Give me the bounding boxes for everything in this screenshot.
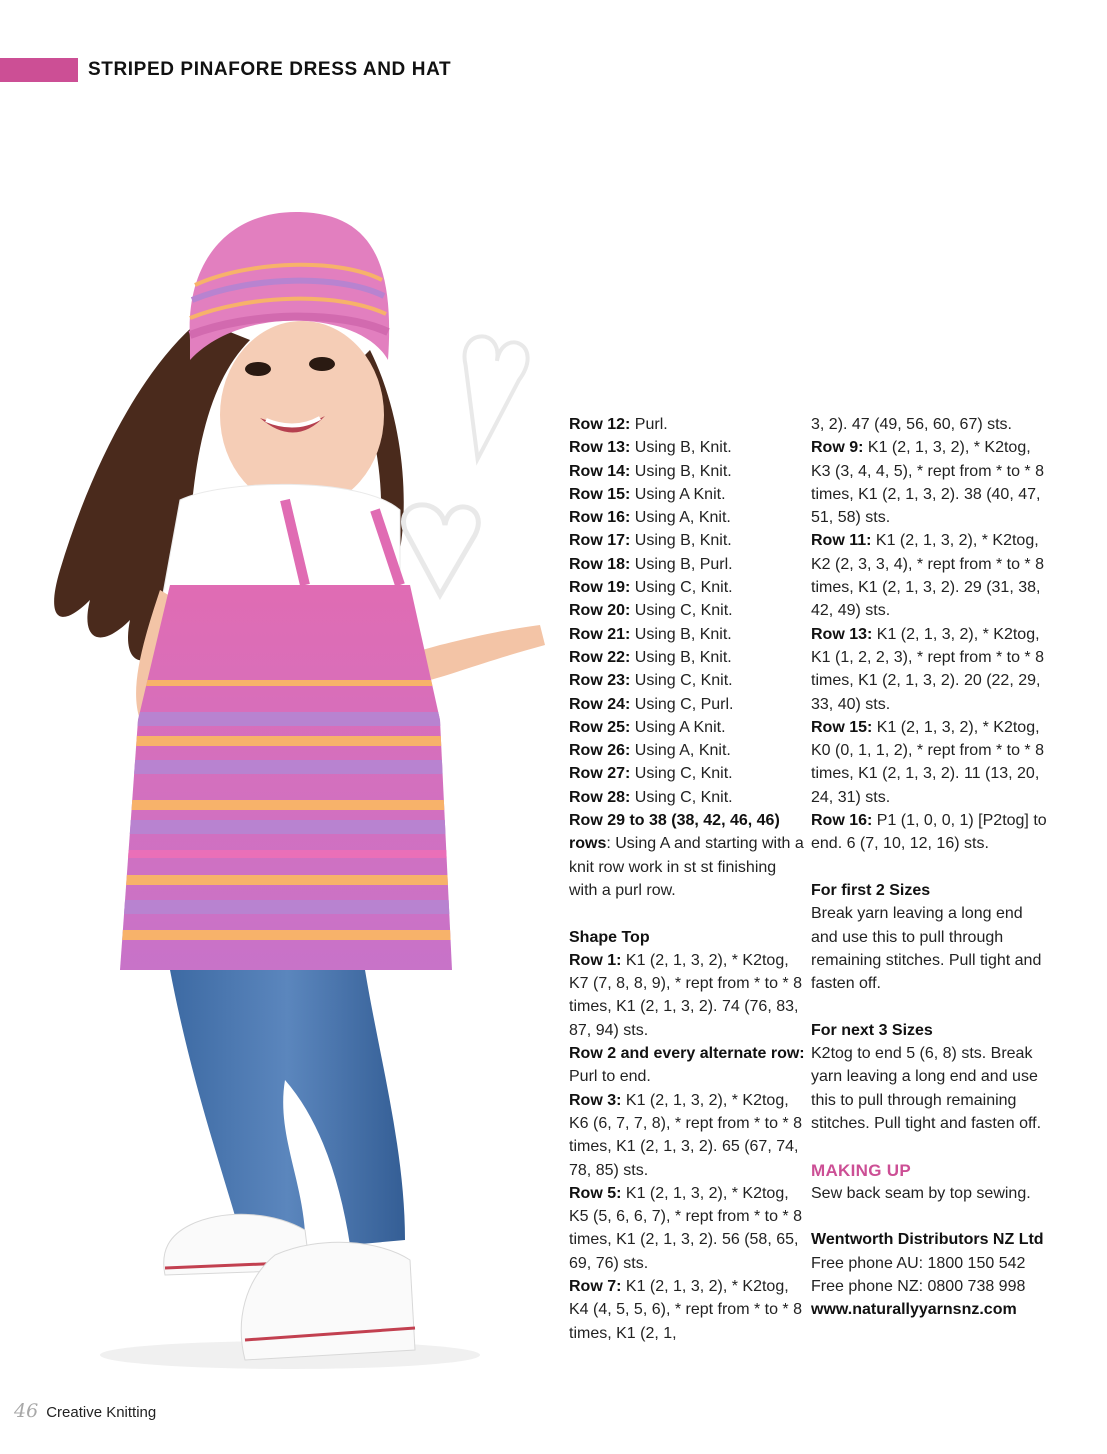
phone-au: Free phone AU: 1800 150 542 xyxy=(811,1254,1026,1272)
instruction-row: Row 27: Using C, Knit. xyxy=(569,765,733,783)
shape-top-heading: Shape Top xyxy=(569,928,650,946)
instruction-row: Row 7: K1 (2, 1, 3, 2), * K2tog, K4 (4, 5, 5, 6), * rept from * to * 8 times, K1 (2, 1, xyxy=(569,1277,802,1342)
distributor-name: Wentworth Distributors NZ Ltd xyxy=(811,1231,1044,1249)
instruction-row: Row 1: K1 (2, 1, 3, 2), * K2tog, K7 (7, 8, 8, 9), * rept from * to * 8 times, K1 (2, 1, 3, 2). 74 (76, 83, 87, 94) sts. xyxy=(569,951,802,1039)
instruction-row: Row 23: Using C, Knit. xyxy=(569,672,733,690)
row-list xyxy=(569,413,809,902)
instruction-row: Row 14: Using B, Knit. xyxy=(569,462,732,480)
instruction-row: Row 19: Using C, Knit. xyxy=(569,579,733,597)
continued-text: 3, 2). 47 (49, 56, 60, 67) sts. xyxy=(811,416,1012,433)
first-sizes-heading: For first 2 Sizes xyxy=(811,881,931,899)
instruction-row: Row 25: Using A Knit. xyxy=(569,718,726,736)
instruction-row: Row 13: K1 (2, 1, 3, 2), * K2tog, K1 (1, 2, 2, 3), * rept from * to * 8 times, K1 (2, 1, 3, 2). 20 (22, 29, 33, 40) sts. xyxy=(811,625,1044,713)
magazine-name: Creative Knitting xyxy=(46,1404,157,1421)
instruction-row: Row 17: Using B, Knit. xyxy=(569,532,732,550)
next-sizes-text: K2tog to end 5 (6, 8) sts. Break yarn leaving a long end and use this to pull through remaining stitches. Pull tight and fasten off. xyxy=(811,1045,1042,1132)
instruction-row: Row 21: Using B, Knit. xyxy=(569,625,732,643)
making-up-text: Sew back seam by top sewing. xyxy=(811,1184,1031,1202)
phone-nz: Free phone NZ: 0800 738 998 xyxy=(811,1277,1026,1295)
instruction-row: Row 26: Using A, Knit. xyxy=(569,742,731,760)
instruction-row: Row 15: Using A Knit. xyxy=(569,485,726,503)
instruction-row: Row 24: Using C, Purl. xyxy=(569,695,734,713)
next-sizes-heading: For next 3 Sizes xyxy=(811,1021,933,1039)
instructions-column-2 xyxy=(811,413,1051,1322)
instruction-row: Row 2 and every alternate row: Purl to end. xyxy=(569,1045,805,1086)
instruction-row: Row 20: Using C, Knit. xyxy=(569,602,733,620)
instruction-row: Row 12: Purl. xyxy=(569,416,668,433)
instruction-row: Row 11: K1 (2, 1, 3, 2), * K2tog, K2 (2, 3, 3, 4), * rept from * to * 8 times, K1 (2, 1, 3, 2). 29 (31, 38, 42, 49) sts. xyxy=(811,532,1044,620)
instruction-row: Row 18: Using B, Purl. xyxy=(569,555,733,573)
instruction-row: Row 16: Using A, Knit. xyxy=(569,509,731,527)
page-footer xyxy=(14,1400,156,1422)
first-sizes-text: Break yarn leaving a long end and use this to pull through remaining stitches. Pull tight and fasten off. xyxy=(811,905,1042,993)
instruction-row: Row 9: K1 (2, 1, 3, 2), * K2tog, K3 (3, 4, 4, 5), * rept from * to * 8 times, K1 (2, 1, 3, 2). 38 (40, 47, 51, 58) sts. xyxy=(811,439,1044,527)
instruction-row: Row 28: Using C, Knit. xyxy=(569,788,733,806)
website-link[interactable]: www.naturallyyarnsnz.com xyxy=(811,1301,1017,1319)
instruction-row: Row 29 to 38 (38, 42, 46, 46) rows: Using A and starting with a knit row work in st st finishing with a purl row. xyxy=(569,812,804,899)
heart-decoration xyxy=(404,505,479,595)
making-up-heading: MAKING UP xyxy=(811,1160,911,1180)
photo-girl-in-striped-pinafore xyxy=(20,200,560,1390)
heart-decoration xyxy=(447,334,530,465)
instructions-column-1 xyxy=(569,413,809,1345)
page-number: 46 xyxy=(14,1400,39,1422)
instruction-row: Row 22: Using B, Knit. xyxy=(569,648,732,666)
header-accent-bar xyxy=(0,58,78,82)
page-title: STRIPED PINAFORE DRESS AND HAT xyxy=(88,59,452,80)
instruction-row: Row 13: Using B, Knit. xyxy=(569,439,732,457)
instruction-row: Row 3: K1 (2, 1, 3, 2), * K2tog, K6 (6, 7, 7, 8), * rept from * to * 8 times, K1 (2, 1, 3, 2). 65 (67, 74, 78, 85) sts. xyxy=(569,1091,802,1179)
instruction-row: Row 5: K1 (2, 1, 3, 2), * K2tog, K5 (5, 6, 6, 7), * rept from * to * 8 times, K1 (2, 1, 3, 2). 56 (58, 65, 69, 76) sts. xyxy=(569,1184,802,1272)
instruction-row: Row 15: K1 (2, 1, 3, 2), * K2tog, K0 (0, 1, 1, 2), * rept from * to * 8 times, K1 (2, 1, 3, 2). 11 (13, 20, 24, 31) sts. xyxy=(811,718,1044,806)
instruction-row: Row 16: P1 (1, 0, 0, 1) [P2tog] to end. 6 (7, 10, 12, 16) sts. xyxy=(811,812,1047,853)
